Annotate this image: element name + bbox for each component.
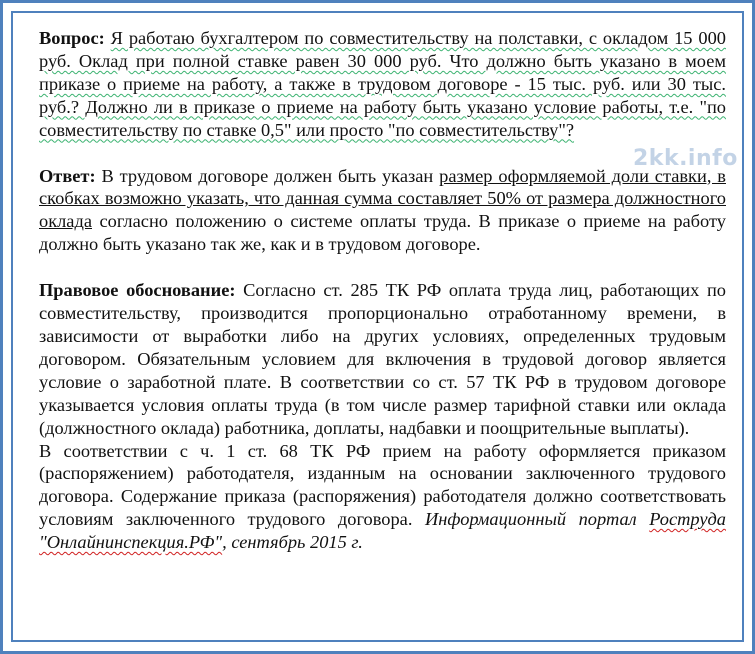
source-site: "Онлайнинспекция.РФ"	[39, 532, 223, 553]
question-text: Я работаю бухгалтером по совместительству на полставки, с окладом 15 000 руб. Оклад при полной ставке равен 30 000 руб. Что должно быть указано в моем приказе о приеме на работу, а также в трудовом договоре - 15 тыс. руб. или 30 тыс. руб.? Должно ли в приказе о приеме на работу быть указано условие работы, т.е. "по совместительству по ставке 0,5" или просто "по совместительству"?	[39, 28, 726, 140]
question-paragraph	[39, 27, 726, 142]
source-organization: Роструда	[649, 509, 726, 530]
source-date: , сентябрь 2015 г.	[222, 532, 363, 553]
question-label: Вопрос:	[39, 28, 105, 48]
legal-basis-text: Согласно ст. 285 ТК РФ оплата труда лиц, работающих по совместительству, производится пропорционально отработанному времени, в зависимости от выработки либо на других условиях, определенных трудовым договором. Обязательным условием для включения в трудовой договор является условие о заработной плате. В соответствии со ст. 57 ТК РФ в трудовом договоре указывается условия оплаты труда (в том числе размер тарифной ставки или оклада (должностного оклада) работника, доплаты, надбавки и поощрительные выплаты).	[39, 280, 726, 438]
watermark-logo: 2kk.info	[633, 146, 738, 171]
document-panel	[11, 11, 744, 642]
answer-paragraph	[39, 165, 726, 257]
legal-basis-paragraph-2	[39, 440, 726, 555]
answer-underlined-text: размер оформляемой доли ставки, в скобках возможно указать, что данная сумма составляет 50% от размера должностного оклада	[39, 165, 726, 232]
document-text	[39, 27, 726, 554]
legal-basis-paragraph	[39, 279, 726, 439]
legal-basis-label: Правовое обоснование:	[39, 280, 236, 301]
paragraph-gap	[39, 142, 726, 165]
source-prefix: Информационный портал	[424, 509, 637, 530]
answer-label: Ответ:	[39, 165, 96, 186]
answer-text-end: согласно положению о системе оплаты труда. В приказе о приеме на работу должно быть указано так же, как и в трудовом договоре.	[39, 211, 726, 255]
answer-text-start: В трудовом договоре должен быть указан	[101, 165, 434, 186]
legal-basis-text-2: В соответствии с ч. 1 ст. 68 ТК РФ прием на работу оформляется приказом (распоряжением) работодателя, изданным на основании заключенного трудового договора. Содержание приказа (распоряжения) работодателя должно соответствовать условиям заключенного трудового договора.	[39, 440, 726, 530]
paragraph-gap	[39, 256, 726, 279]
